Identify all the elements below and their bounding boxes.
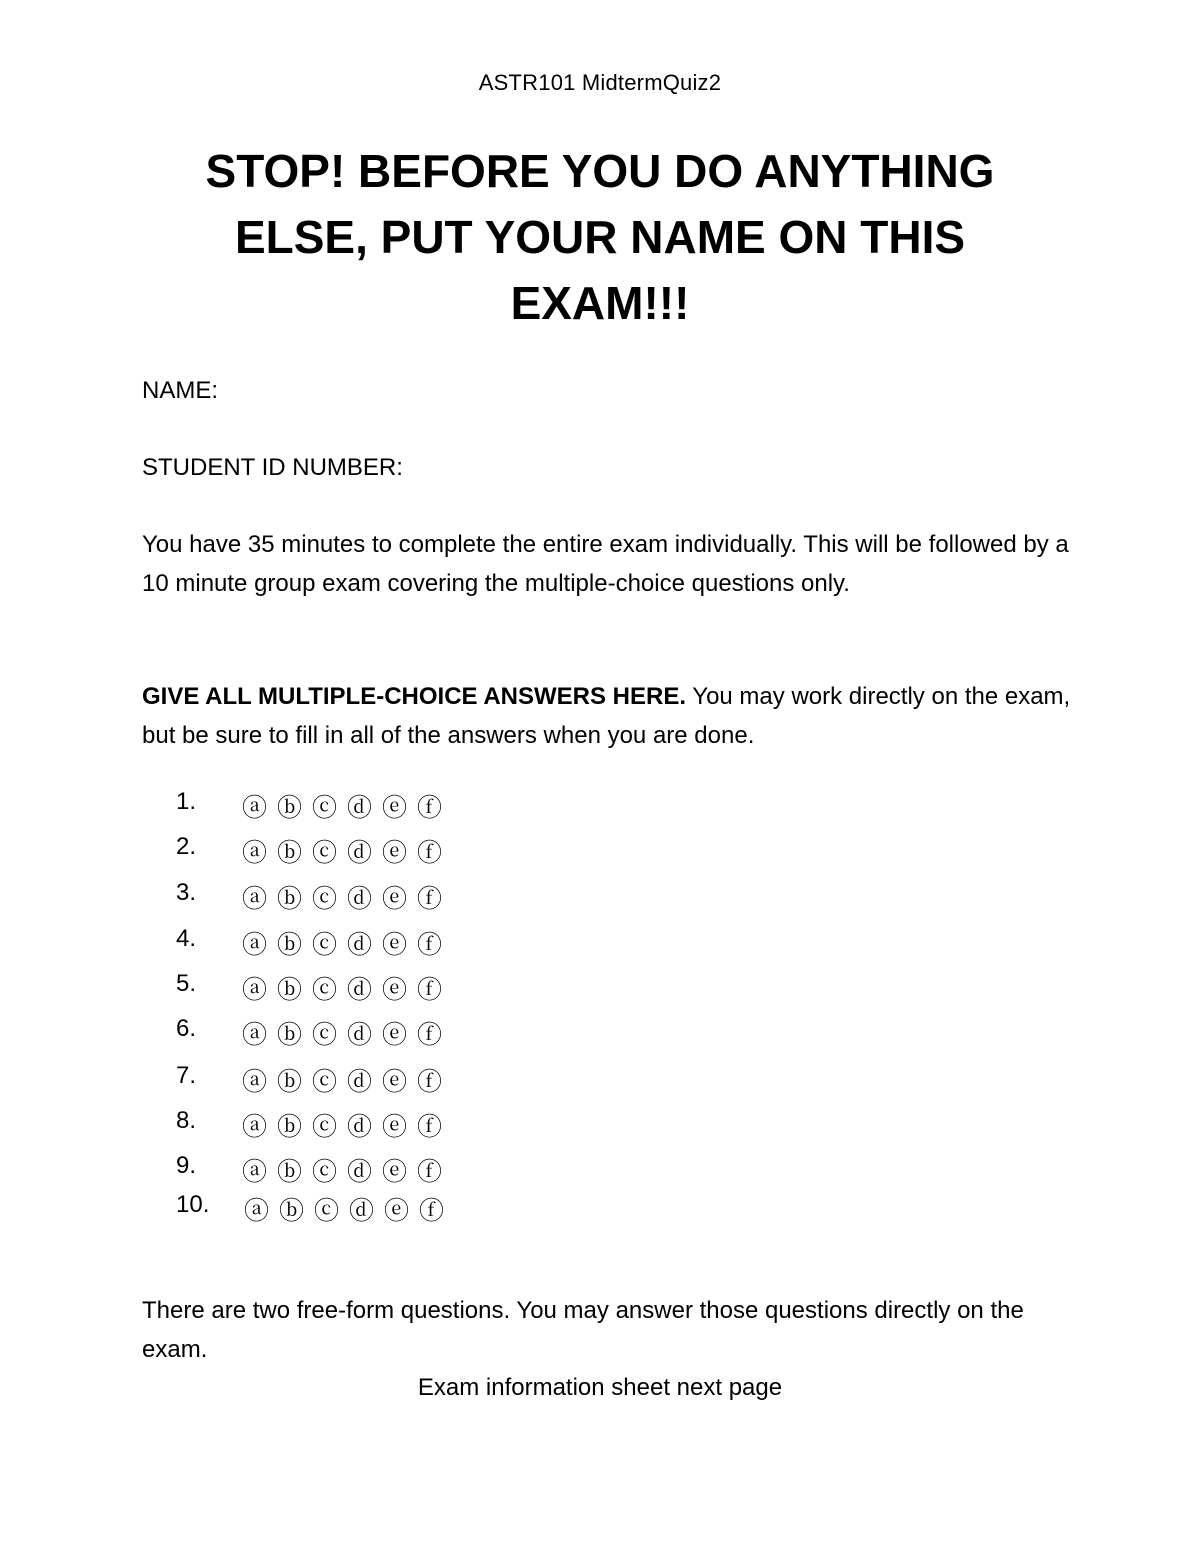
answer-bubble[interactable]: ⓓ [347, 838, 375, 867]
answer-instructions-heading: GIVE ALL MULTIPLE-CHOICE ANSWERS HERE. [142, 683, 687, 710]
answer-options [242, 1107, 452, 1143]
answer-bubble[interactable]: ⓐ [242, 793, 270, 822]
answer-bubble[interactable]: ⓐ [244, 1196, 272, 1225]
question-number: 4. [176, 925, 197, 952]
answer-bubble[interactable]: ⓕ [417, 1067, 445, 1096]
answer-options [242, 1015, 452, 1051]
answer-bubble[interactable]: ⓒ [312, 793, 340, 822]
answer-bubble[interactable]: ⓑ [277, 975, 305, 1004]
question-number: 7. [176, 1062, 197, 1089]
answer-bubble[interactable]: ⓓ [347, 930, 375, 959]
answer-bubble[interactable]: ⓑ [277, 838, 305, 867]
answer-options [242, 833, 452, 869]
answer-bubble[interactable]: ⓕ [417, 975, 445, 1004]
answer-bubble[interactable]: ⓔ [382, 930, 410, 959]
answer-bubble[interactable]: ⓑ [277, 1112, 305, 1141]
answer-bubble[interactable]: ⓓ [347, 1020, 375, 1049]
free-form-note: There are two free-form questions. You may answer those questions directly on the exam. [142, 1297, 1024, 1363]
answer-bubble[interactable]: ⓕ [417, 1020, 445, 1049]
answer-options [242, 925, 452, 961]
answer-options [244, 1191, 454, 1227]
answer-instructions [142, 678, 1082, 755]
answer-bubble[interactable]: ⓑ [277, 793, 305, 822]
next-page-note: Exam information sheet next page [417, 1374, 783, 1401]
answer-bubble[interactable]: ⓒ [312, 1020, 340, 1049]
answer-bubble[interactable]: ⓑ [279, 1196, 307, 1225]
warning-line-3: EXAM!!! [510, 277, 690, 329]
question-number: 10. [176, 1191, 210, 1218]
answer-bubble[interactable]: ⓔ [382, 1020, 410, 1049]
question-number: 9. [176, 1152, 197, 1179]
question-number: 5. [176, 970, 197, 997]
answer-bubble[interactable]: ⓒ [312, 838, 340, 867]
answer-bubble[interactable]: ⓐ [242, 1157, 270, 1186]
answer-bubble[interactable]: ⓓ [347, 1157, 375, 1186]
answer-bubble[interactable]: ⓐ [242, 930, 270, 959]
answer-options [242, 788, 452, 824]
answer-bubble[interactable]: ⓐ [242, 838, 270, 867]
answer-bubble[interactable]: ⓐ [242, 1067, 270, 1096]
answer-bubble[interactable]: ⓕ [417, 793, 445, 822]
answer-bubble[interactable]: ⓑ [277, 1067, 305, 1096]
question-number: 1. [176, 788, 197, 815]
answer-bubble[interactable]: ⓔ [382, 975, 410, 1004]
answer-bubble[interactable]: ⓓ [347, 884, 375, 913]
answer-options [242, 1152, 452, 1188]
answer-bubble[interactable]: ⓒ [312, 975, 340, 1004]
answer-bubble[interactable]: ⓐ [242, 1020, 270, 1049]
student-id-field-label: STUDENT ID NUMBER: [142, 454, 403, 481]
answer-bubble[interactable]: ⓕ [417, 930, 445, 959]
answer-bubble[interactable]: ⓓ [349, 1196, 377, 1225]
answer-bubble[interactable]: ⓕ [417, 838, 445, 867]
answer-bubble[interactable]: ⓔ [382, 793, 410, 822]
answer-bubble[interactable]: ⓒ [312, 1112, 340, 1141]
answer-bubble[interactable]: ⓔ [382, 884, 410, 913]
answer-bubble[interactable]: ⓐ [242, 1112, 270, 1141]
page-header: ASTR101 MidtermQuiz2 [478, 70, 722, 95]
answer-bubble[interactable]: ⓔ [384, 1196, 412, 1225]
answer-bubble[interactable]: ⓒ [312, 1067, 340, 1096]
question-number: 2. [176, 833, 197, 860]
warning-line-1: STOP! BEFORE YOU DO ANYTHING [205, 145, 995, 197]
answer-bubble[interactable]: ⓕ [419, 1196, 447, 1225]
answer-bubble[interactable]: ⓕ [417, 884, 445, 913]
answer-bubble[interactable]: ⓑ [277, 884, 305, 913]
name-field-label: NAME: [142, 377, 219, 404]
answer-bubble[interactable]: ⓒ [312, 884, 340, 913]
answer-bubble[interactable]: ⓕ [417, 1112, 445, 1141]
answer-bubble[interactable]: ⓔ [382, 838, 410, 867]
answer-bubble[interactable]: ⓐ [242, 884, 270, 913]
answer-bubble[interactable]: ⓓ [347, 975, 375, 1004]
name-warning-heading [100, 138, 1100, 336]
answer-bubble[interactable]: ⓐ [242, 975, 270, 1004]
answer-bubble[interactable]: ⓓ [347, 1067, 375, 1096]
answer-bubble[interactable]: ⓓ [347, 793, 375, 822]
answer-bubble[interactable]: ⓒ [312, 930, 340, 959]
time-instructions: You have 35 minutes to complete the entire exam individually. This will be followed by a 10 minute group exam covering the multiple-choice questions only. [142, 531, 1069, 597]
answer-bubble[interactable]: ⓒ [312, 1157, 340, 1186]
answer-bubble[interactable]: ⓑ [277, 930, 305, 959]
answer-options [242, 879, 452, 915]
answer-bubble[interactable]: ⓑ [277, 1020, 305, 1049]
answer-bubble[interactable]: ⓓ [347, 1112, 375, 1141]
answer-bubble[interactable]: ⓑ [277, 1157, 305, 1186]
question-number: 8. [176, 1107, 197, 1134]
answer-bubble[interactable]: ⓔ [382, 1157, 410, 1186]
question-number: 3. [176, 879, 197, 906]
answer-bubble[interactable]: ⓔ [382, 1067, 410, 1096]
answer-instructions-body: You may work directly on the exam, but be sure to fill in all of the answers when you are done. [142, 683, 1071, 749]
answer-bubble[interactable]: ⓒ [314, 1196, 342, 1225]
warning-line-2: ELSE, PUT YOUR NAME ON THIS [234, 211, 966, 263]
answer-options [242, 1062, 452, 1098]
answer-bubble[interactable]: ⓕ [417, 1157, 445, 1186]
question-number: 6. [176, 1015, 197, 1042]
answer-bubble[interactable]: ⓔ [382, 1112, 410, 1141]
answer-options [242, 970, 452, 1006]
